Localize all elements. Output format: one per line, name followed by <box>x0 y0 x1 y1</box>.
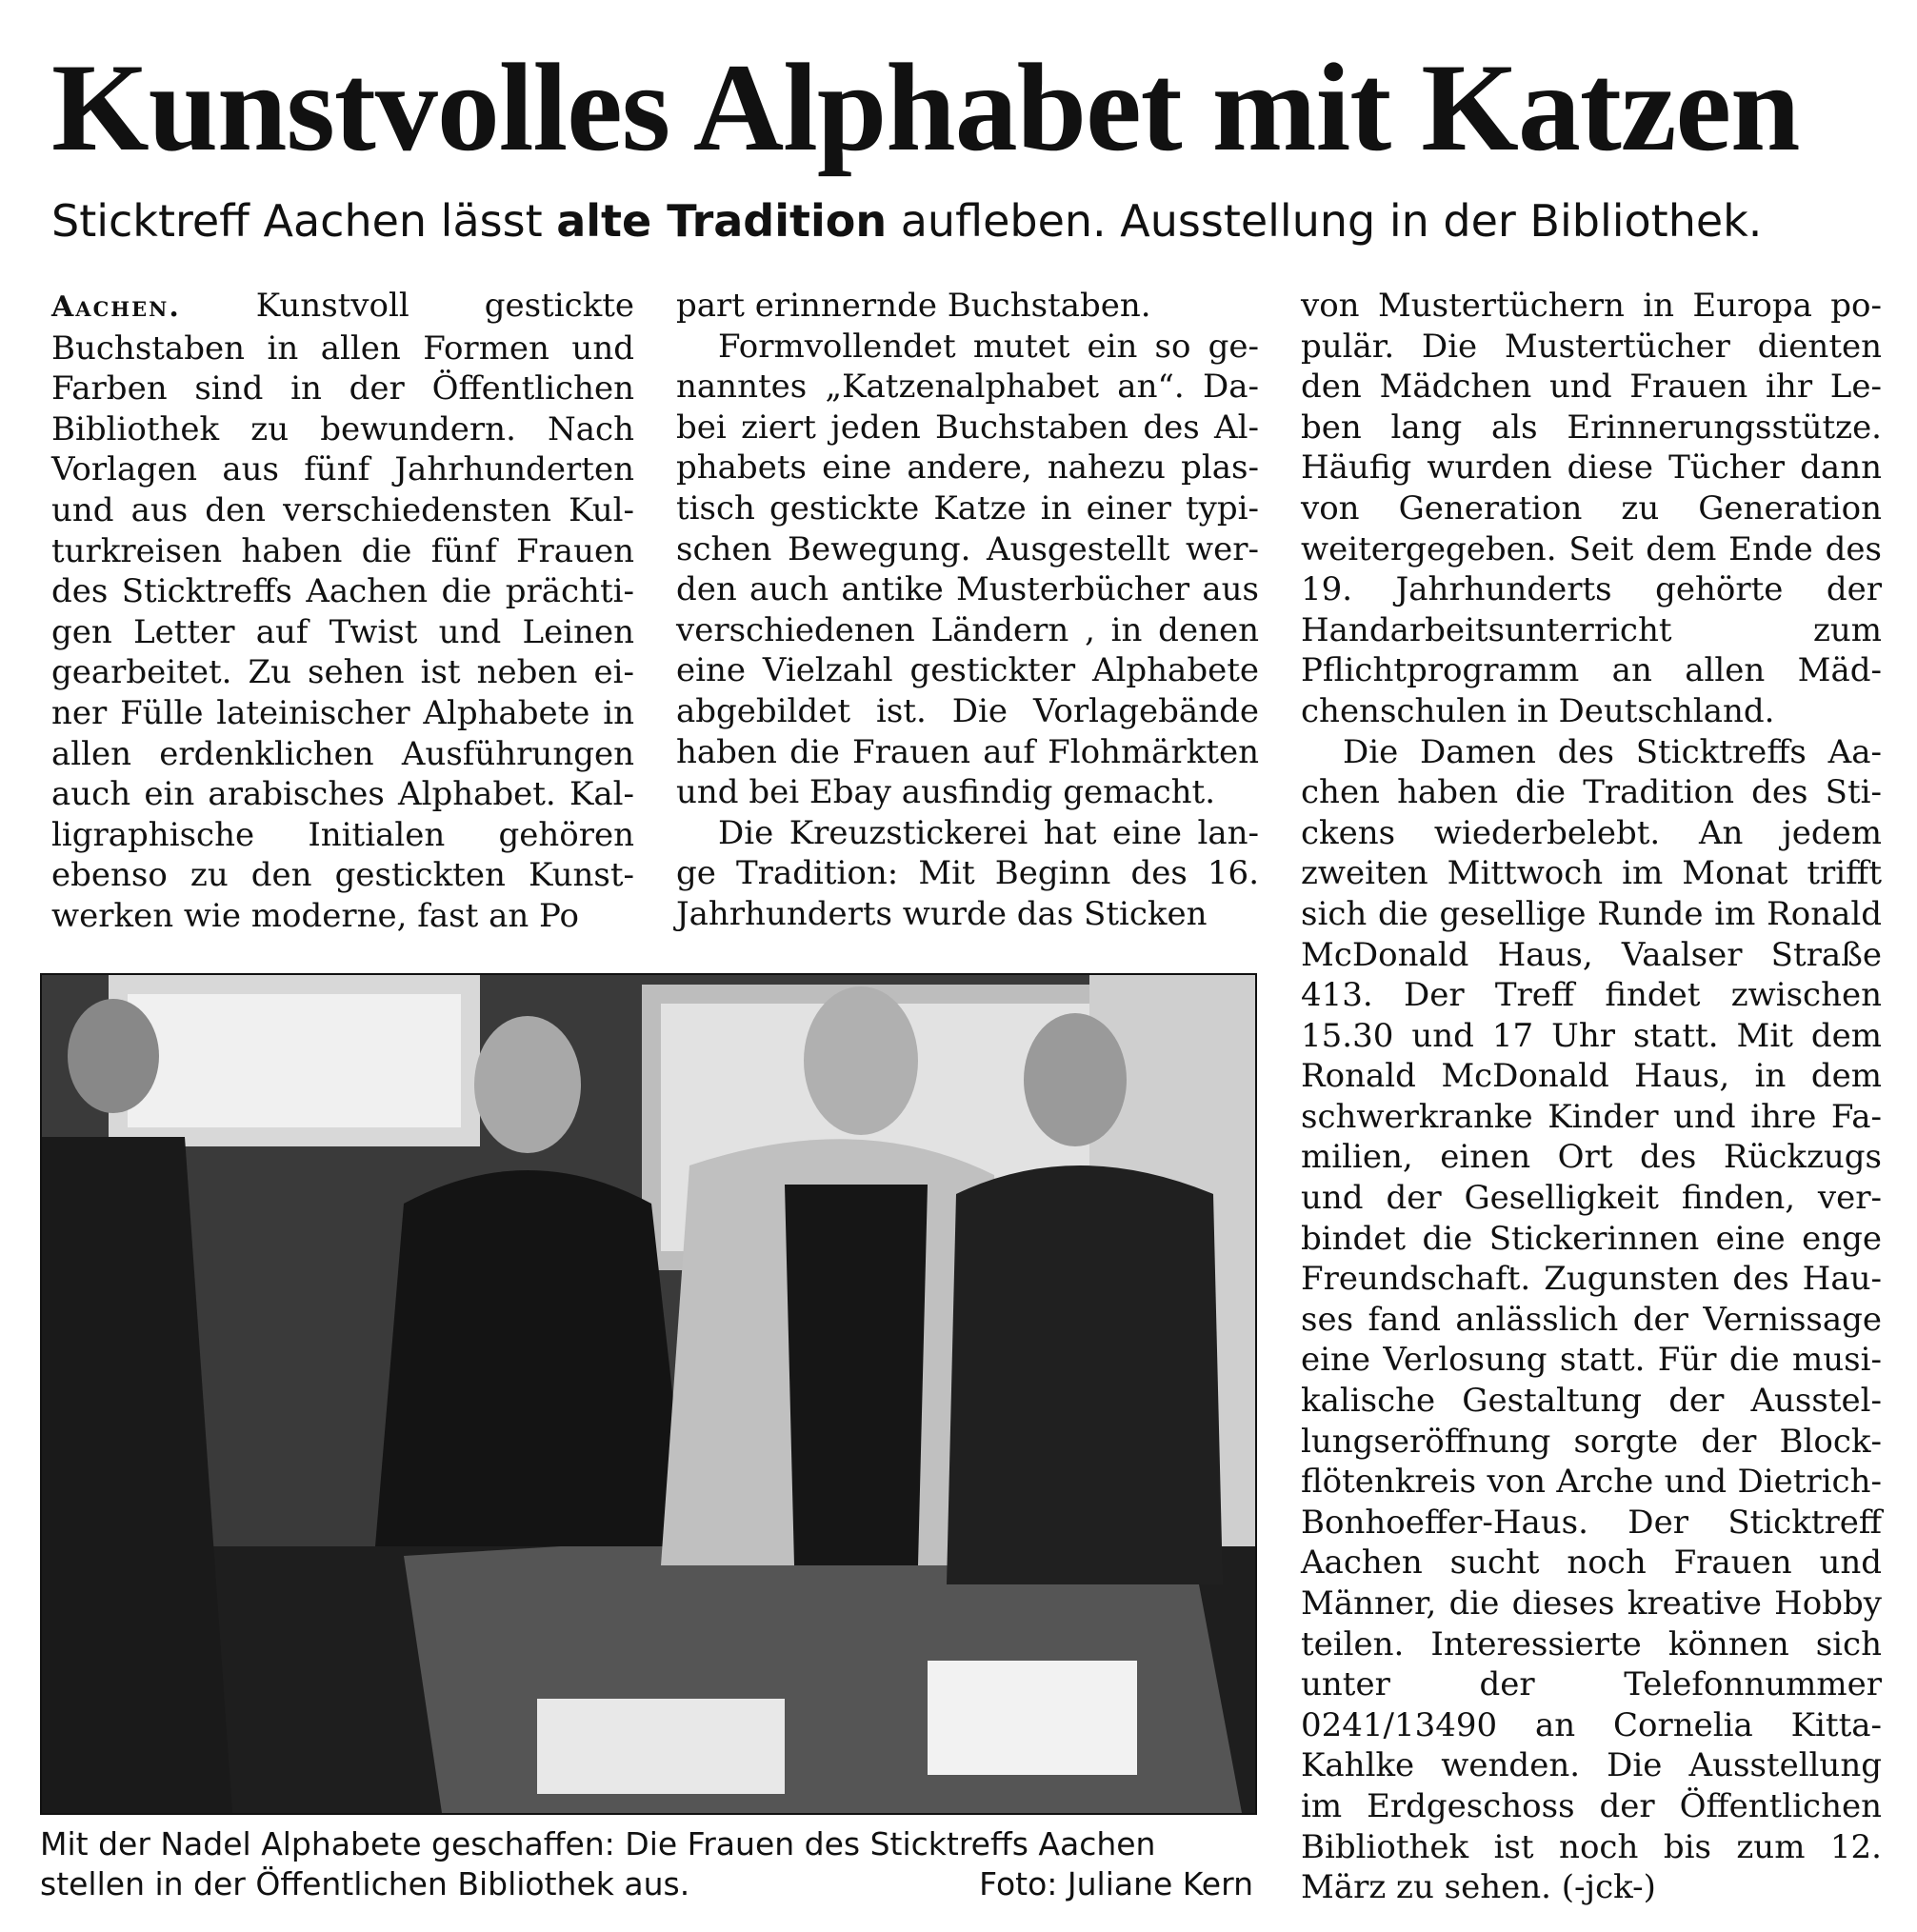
paragraph: part erinnernde Buchstaben. <box>676 287 1151 325</box>
subheadline-part1: Sticktreff Aachen lässt <box>51 195 557 247</box>
article-column-3 <box>1301 286 1882 1908</box>
subheadline-bold: alte Tradition <box>556 195 888 247</box>
article-column-2 <box>676 286 1259 935</box>
article-photo <box>40 973 1257 1815</box>
subheadline-part2: aufleben. Ausstellung in der Bibliothek. <box>887 195 1763 247</box>
headline: Kunstvolles Alphabet mit Katzen <box>51 37 1800 177</box>
paragraph-text: Kunstvoll gestickte Buchstaben in allen Formen und Farben sind in der Öffentlichen Bibliothek zu bewundern. Nach Vorlagen aus fünf Jahrhunderten und aus den verschiedensten Kulturkreisen haben die fünf Frauen des Sticktreffs Aachen die prächtigen Letter auf Twist und Leinen gearbeitet. Zu sehen ist neben einer Fülle lateinischer Alphabete in allen erdenklichen Ausführungen auch ein arabisches Alphabet. Kalligraphische Initialen gehören ebenso zu den gestickten Kunstwerken wie moderne, fast an Po <box>51 287 634 935</box>
paragraph <box>51 286 634 937</box>
paragraph: Die Kreuzstickerei hat eine lange Tradition: Mit Beginn des 16. Jahrhunderts wurde das Sticken <box>676 813 1259 933</box>
paragraph: Die Damen des Sticktreffs Aachen haben die Tradition des Stickens wiederbelebt. An jedem zweiten Mittwoch im Monat trifft sich die gesellige Runde im Ronald McDonald Haus, Vaalser Straße 413. Der Treff findet zwischen 15.30 und 17 Uhr statt. Mit dem Ronald McDonald Haus, in dem schwerkranke Kinder und ihre Familien, einen Ort des Rückzugs und der Geselligkeit finden, verbindet die Stickerinnen eine enge Freundschaft. Zugunsten des Hauses fand anlässlich der Vernissage eine Verlosung statt. Für die musikalische Gestaltung der Ausstellungseröffnung sorgte der Blockflötenkreis von Arche und Dietrich-Bonhoeffer-Haus. Der Sticktreff Aachen sucht noch Frauen und Männer, die dieses kreative Hobby teilen. Interessierte können sich unter der Telefonnummer 0241/13490 an Cornelia Kitta-Kahlke wenden. Die Ausstellung im Erdgeschoss der Öffentlichen Bibliothek ist noch bis zum 12. März zu sehen. (-jck-) <box>1301 732 1882 1907</box>
caption-line-2: stellen in der Öffentlichen Bibliothek aus. <box>40 1865 690 1902</box>
paragraph: Formvollendet mutet ein so genanntes „Katzenalphabet an“. Dabei ziert jeden Buchstaben des Alphabets eine andere, nahezu plastisch gestickte Katze in einer typischen Bewegung. Ausgestellt werden auch antike Musterbücher aus verschiedenen Ländern , in denen eine Vielzahl gestickter Alphabete abgebildet ist. Die Vorlagebände haben die Frauen auf Flohmärkten und bei Ebay ausfindig gemacht. <box>676 327 1259 812</box>
photo-credit: Foto: Juliane Kern <box>979 1865 1253 1902</box>
subheadline <box>51 192 1880 249</box>
caption-line-1: Mit der Nadel Alphabete geschaffen: Die Frauen des Sticktreffs Aachen <box>40 1825 1156 1862</box>
photo-illustration <box>42 975 1255 1813</box>
dateline: Aachen. <box>51 290 181 324</box>
photo-caption <box>40 1824 1253 1904</box>
article-column-1 <box>51 286 634 937</box>
paragraph: von Mustertüchern in Europa populär. Die Mustertücher dienten den Mädchen und Frauen ihr Leben lang als Erinnerungsstütze. Häufig wurden diese Tücher dann von Generation zu Generation weitergegeben. Seit dem Ende des 19. Jahrhunderts gehörte der Handarbeitsunterricht zum Pflichtprogramm an allen Mädchenschulen in Deutschland. <box>1301 287 1882 730</box>
